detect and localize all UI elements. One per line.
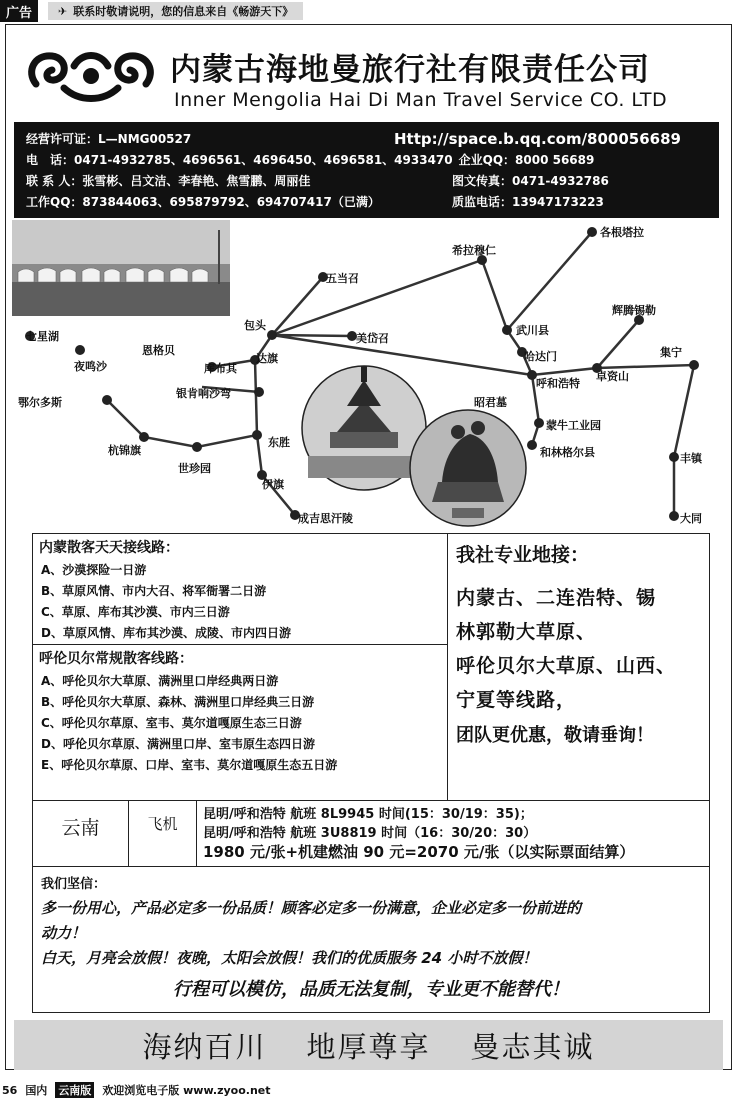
mongolia-route-b: B、草原风情、市内大召、将军衙署二日游 xyxy=(41,584,267,598)
map-label-daqi: 达旗 xyxy=(256,352,278,365)
route-line xyxy=(272,232,592,335)
motto-item: 曼志其诚 xyxy=(470,1029,595,1064)
hulunbuir-route-a: A、呼伦贝尔大草原、满洲里口岸经典两日游 xyxy=(41,674,279,688)
map-node xyxy=(587,227,597,237)
flight-info xyxy=(32,801,710,867)
hulunbuir-route-b: B、呼伦贝尔大草原、森林、满洲里口岸经典三日游 xyxy=(41,695,315,709)
map-node xyxy=(527,440,537,450)
route-line xyxy=(272,335,352,336)
hulunbuir-route-d: D、呼伦贝尔草原、满洲里口岸、室韦原生态四日游 xyxy=(41,737,315,751)
top-bar xyxy=(0,0,737,22)
map-node xyxy=(192,442,202,452)
company-logo xyxy=(24,44,158,108)
airplane-icon: ✈ xyxy=(58,4,68,18)
map-label-wudangzhao: 五当召 xyxy=(326,272,359,285)
hulunbuir-route-c: C、呼伦贝尔草原、室韦、莫尔道嘎原生态三日游 xyxy=(41,716,302,730)
map-label-mengniu: 蒙牛工业园 xyxy=(546,419,601,432)
map-node xyxy=(254,387,264,397)
map-label-engebei: 恩格贝 xyxy=(142,344,175,357)
specialty-line: 林郭勒大草原、 xyxy=(456,621,597,643)
map-label-hadamen: 哈达门 xyxy=(524,350,557,363)
footer-text[interactable]: 欢迎浏览电子版 www.zyoo.net xyxy=(102,1084,271,1097)
map-label-yemingsha: 夜鸣沙 xyxy=(74,360,107,373)
map-label-wuchuanxian: 武川县 xyxy=(516,324,549,337)
map-label-huhehaote: 呼和浩特 xyxy=(536,377,580,390)
specialty-title: 我社专业地接： xyxy=(456,544,590,566)
specialty-line: 内蒙古、二连浩特、锡 xyxy=(456,587,657,609)
ad-label: 广告 xyxy=(0,0,38,22)
quality-phone: 质监电话：13947173223 xyxy=(452,195,604,209)
flight-price: 1980 元/张+机建燃油 90 元=2070 元/张（以实际票面结算） xyxy=(203,843,635,861)
map-node xyxy=(534,418,544,428)
map-node xyxy=(267,330,277,340)
footer-edition: 云南版 xyxy=(55,1082,94,1098)
top-note-text: 联系时敬请说明，您的信息来自《畅游天下》 xyxy=(73,5,294,18)
map-label-shizhenyuan: 世珍园 xyxy=(178,462,211,475)
phone-numbers: 电 话：0471-4932785、4696561、4696450、4696581、4933470 xyxy=(26,153,453,167)
map-label-hangjinqi: 杭锦旗 xyxy=(108,444,141,457)
tour-routes xyxy=(33,534,448,800)
motto-item: 地厚尊享 xyxy=(306,1029,431,1064)
map-node xyxy=(502,325,512,335)
map-label-qixinghu: 七星湖 xyxy=(26,330,59,343)
map-label-baotou: 包头 xyxy=(244,319,266,332)
contact-persons: 联 系 人：张雪彬、吕文洁、李春艳、焦雪鹏、周丽佳 xyxy=(26,174,311,188)
mongolia-route-d: D、草原风情、库布其沙漠、成陵、市内四日游 xyxy=(41,626,291,640)
specialty-tail: 团队更优惠，敬请垂询！ xyxy=(456,725,654,746)
company-qq: 企业QQ：8000 56689 xyxy=(458,153,595,167)
map-label-fengzhen: 丰镇 xyxy=(680,452,702,465)
top-note xyxy=(48,2,303,20)
map-label-huitengxile: 辉腾锡勒 xyxy=(612,304,656,317)
hulunbuir-routes-title: 呼伦贝尔常规散客线路： xyxy=(39,651,193,667)
flight-line-2: 昆明/呼和浩特 航班 3U8819 时间（16：30/20：30） xyxy=(203,826,537,841)
belief-slogan: 行程可以模仿，品质无法复制，专业更不能替代！ xyxy=(173,979,569,1000)
license-number: 经营许可证：L—NMG00527 xyxy=(26,132,192,146)
map-label-zhaojunmu: 昭君墓 xyxy=(474,396,507,409)
map-node xyxy=(102,395,112,405)
routes-box xyxy=(32,533,710,801)
map-label-gegentala: 各根塔拉 xyxy=(600,226,644,239)
footer-section: 国内 xyxy=(25,1084,48,1097)
map-label-xilamuren: 希拉穆仁 xyxy=(452,244,496,257)
temple-photo xyxy=(302,366,426,490)
yurt-camp-photo xyxy=(12,220,230,316)
belief-box xyxy=(32,867,710,1013)
map-label-helingeer: 和林格尔县 xyxy=(540,446,595,459)
map-label-kubuqi: 库布其 xyxy=(204,362,237,375)
belief-line-2: 动力！ xyxy=(41,924,87,942)
map-node xyxy=(139,432,149,442)
website-link[interactable]: Http://space.b.qq.com/800056689 xyxy=(394,129,681,148)
contact-info-box xyxy=(14,122,719,218)
company-name-cn: 内蒙古海地曼旅行社有限责任公司 xyxy=(170,52,650,88)
map-node xyxy=(689,360,699,370)
motto-item: 海纳百川 xyxy=(142,1029,267,1064)
map-label-zhuozishan: 卓资山 xyxy=(596,370,629,383)
company-name-en: Inner Mengolia Hai Di Man Travel Service CO. LTD xyxy=(174,89,668,111)
flight-line-1: 昆明/呼和浩特 航班 8L9945 时间(15：30/19：35)； xyxy=(203,807,533,822)
specialty-line: 宁夏等线路， xyxy=(456,689,577,711)
belief-line-1: 多一份用心，产品必定多一份品质！顾客必定多一份满意，企业必定多一份前进的 xyxy=(41,899,582,917)
map-node xyxy=(75,345,85,355)
map-label-eerduosi: 鄂尔多斯 xyxy=(18,396,62,409)
map-node xyxy=(252,430,262,440)
fax-number: 图文传真：0471-4932786 xyxy=(452,174,609,188)
map-label-datong: 大同 xyxy=(680,512,702,525)
map-node xyxy=(669,452,679,462)
mongolia-route-a: A、沙漠探险一日游 xyxy=(41,563,147,577)
flight-region: 云南 xyxy=(33,801,129,866)
page-number: 56 xyxy=(2,1083,18,1097)
map-node xyxy=(669,511,679,521)
map-label-jining: 集宁 xyxy=(660,346,682,359)
belief-title: 我们坚信： xyxy=(41,877,107,892)
specialty-section xyxy=(456,540,706,747)
mongolia-route-c: C、草原、库布其沙漠、市内三日游 xyxy=(41,605,230,619)
specialty-line: 呼伦贝尔大草原、山西、 xyxy=(456,655,677,677)
motto-band xyxy=(14,1020,723,1070)
map-label-yinkenxiangshawan: 银肯响沙弯 xyxy=(176,387,231,400)
route-map xyxy=(12,220,724,528)
belief-line-3: 白天，月亮会放假！夜晚，太阳会放假！我们的优质服务 24 小时不放假！ xyxy=(41,949,538,967)
hulunbuir-route-e: E、呼伦贝尔草原、口岸、室韦、莫尔道嘎原生态五日游 xyxy=(41,758,338,772)
statue-photo xyxy=(410,410,526,526)
map-label-dongsheng: 东胜 xyxy=(268,436,290,449)
map-label-chengjisihanling: 成吉思汗陵 xyxy=(298,512,353,525)
flight-details xyxy=(197,801,709,866)
mongolia-routes-title: 内蒙散客天天接线路： xyxy=(39,540,179,556)
route-line xyxy=(107,400,257,447)
flight-mode: 飞机 xyxy=(129,801,197,866)
work-qq: 工作QQ：873844063、695879792、694707417（已满） xyxy=(26,195,380,209)
specialty-lines xyxy=(456,581,706,717)
page-footer xyxy=(0,1080,737,1100)
map-label-yiqi: 伊旗 xyxy=(262,478,284,491)
map-label-meidaizhao: 美岱召 xyxy=(356,332,389,345)
